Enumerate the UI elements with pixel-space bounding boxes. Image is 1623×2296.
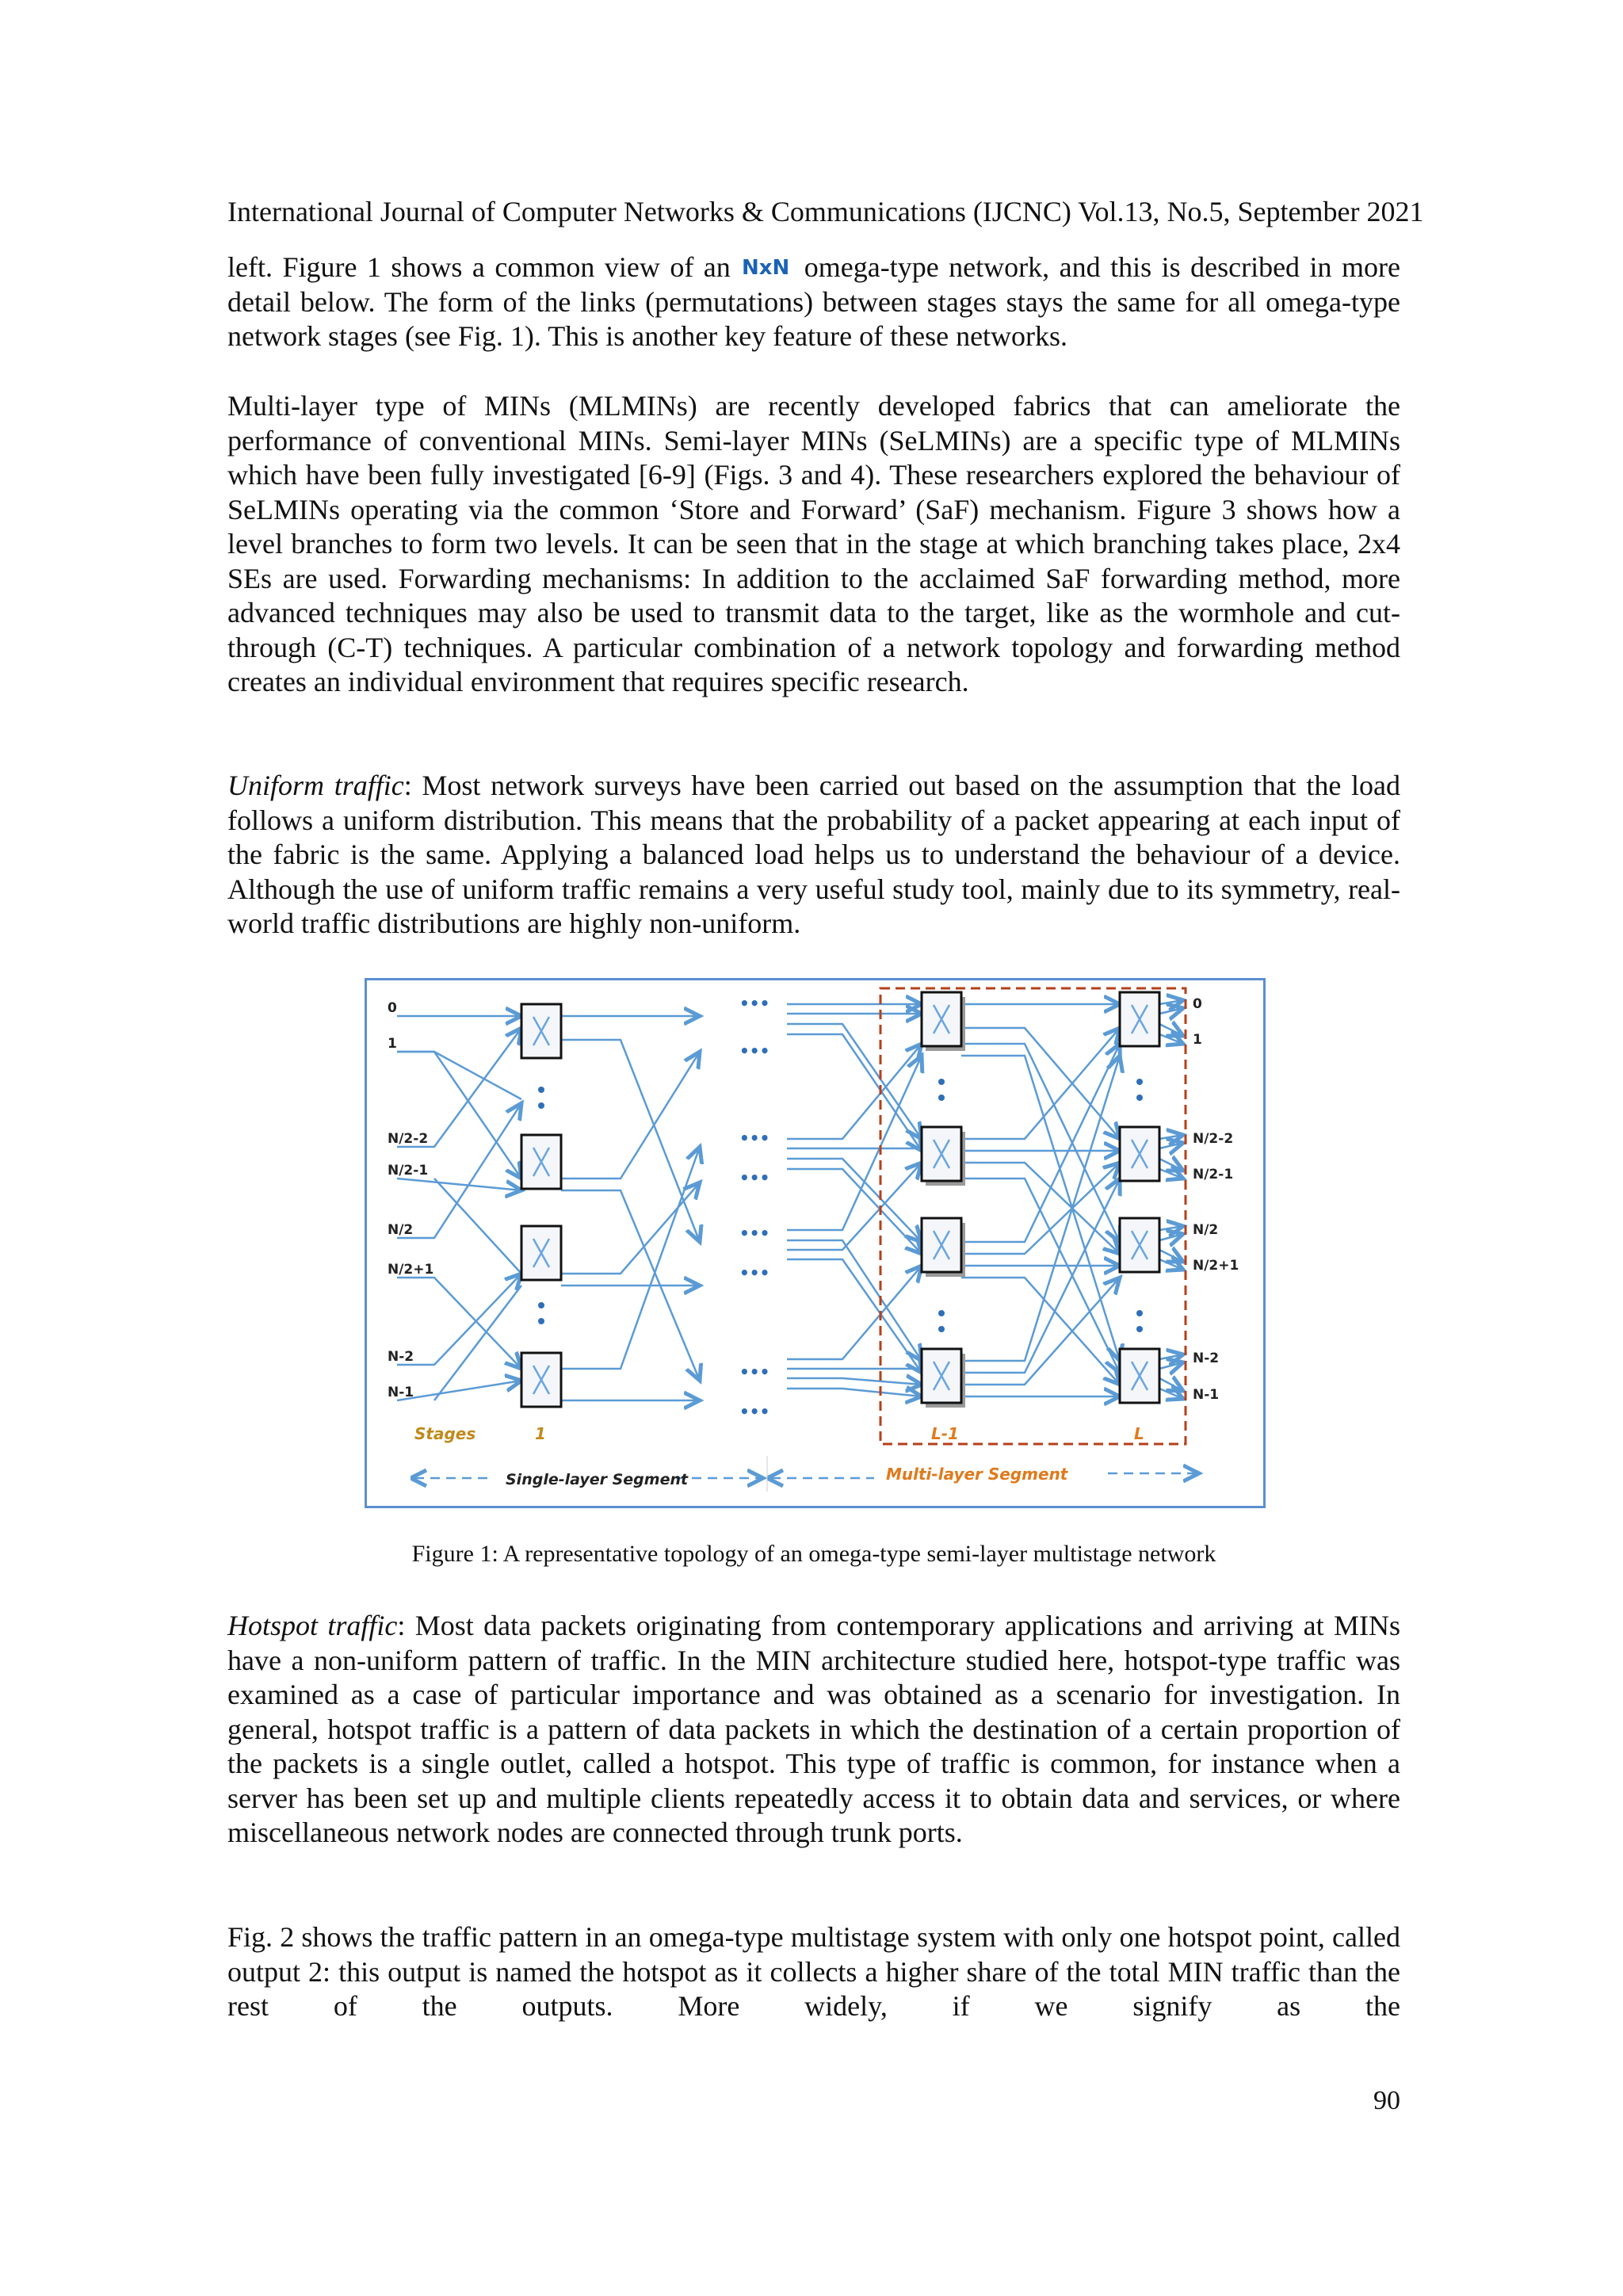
switching-element (922, 1218, 965, 1277)
ellipsis-marker: ••• (739, 1041, 770, 1060)
input-label: N/2-2 (388, 1131, 429, 1147)
journal-header: International Journal of Computer Networks & Communications (IJCNC) Vol.13, No.5, September 2021 (227, 196, 1424, 227)
multi-layer-segment-label: Multi-layer Segment (886, 1465, 1068, 1484)
multi-layer-links (787, 1000, 1183, 1399)
page-number: 90 (1373, 2086, 1400, 2115)
figure-1-diagram (367, 980, 1263, 1506)
ellipsis-marker: ••• (739, 994, 770, 1013)
stages-label: Stages (414, 1424, 476, 1443)
switching-element (1120, 1349, 1159, 1403)
output-label: 0 (1193, 996, 1202, 1012)
ellipsis-marker: ••• (739, 1129, 770, 1148)
output-label: N/2+1 (1193, 1258, 1239, 1274)
stage-1-label: 1 (535, 1424, 546, 1443)
hotspot-traffic-lead: Hotspot traffic (227, 1610, 398, 1641)
switching-element (1120, 1218, 1159, 1272)
input-label: N/2-1 (388, 1163, 429, 1179)
switching-element (922, 1349, 965, 1408)
uniform-traffic-lead: Uniform traffic (227, 770, 404, 801)
figure-1-frame (365, 978, 1266, 1508)
output-label: N/2-2 (1193, 1131, 1234, 1147)
output-label: 1 (1193, 1032, 1202, 1048)
ellipsis-marker: ••• (739, 1224, 770, 1243)
output-label: N-2 (1193, 1350, 1220, 1366)
output-label: N-1 (1193, 1387, 1220, 1403)
paragraph-uniform-traffic (227, 769, 1400, 942)
input-labels (388, 1000, 433, 1400)
ellipsis-marker: ••• (739, 1362, 770, 1381)
stage-l-minus-1-label: L-1 (931, 1424, 959, 1443)
input-label: N-2 (388, 1349, 414, 1365)
switching-element (521, 1135, 561, 1189)
input-label: 0 (388, 1000, 397, 1016)
vertical-dots (538, 1079, 1143, 1332)
switching-element (1120, 1127, 1159, 1181)
ellipsis-markers (739, 994, 769, 1421)
paragraph-hotspot-traffic (227, 1609, 1400, 1851)
figure-1-caption: Figure 1: A representative topology of an omega-type semi-layer multistage network (411, 1541, 1216, 1567)
nxn-symbol-image (740, 254, 794, 278)
input-label: 1 (388, 1036, 397, 1052)
paragraph-5: Fig. 2 shows the traffic pattern in an omega-type multistage system with only one hotspot point, called output 2: this output is named the hotspot as it collects a higher share of the total MIN traffic than the rest of the outputs. More widely, if we signify as the (227, 1921, 1400, 2022)
hotspot-traffic-body: : Most data packets originating from contemporary applications and arriving at MINs have a non-uniform pattern of traffic. In the MIN architecture studied here, hotspot-type traffic was examined as a case of particular importance and was obtained as a scenario for investigation. In general, hotspot traffic is a pattern of data packets in which the destination of a certain proportion of the packets is a single outlet, called a hotspot. This type of traffic is common, for instance when a server has been set up and multiple clients repeatedly access it to obtain data and services, or where miscellaneous network nodes are connected through trunk ports. (227, 1610, 1400, 1848)
switching-element (922, 1127, 965, 1186)
switching-element (521, 1226, 561, 1280)
uniform-traffic-body: : Most network surveys have been carried out based on the assumption that the load follows a uniform distribution. This means that the probability of a packet appearing at each input of the fabric is the same. Applying a balanced load helps us to understand the behaviour of a device. Although the use of uniform traffic remains a very useful study tool, mainly due to its symmetry, real-world traffic distributions are highly non-uniform. (227, 770, 1401, 939)
output-label: N/2 (1193, 1222, 1219, 1238)
input-label: N/2+1 (388, 1262, 434, 1278)
output-label: N/2-1 (1193, 1167, 1234, 1182)
switching-element (922, 992, 965, 1051)
single-layer-segment-label: Single-layer Segment (506, 1471, 689, 1488)
paragraph-2: Multi-layer type of MINs (MLMINs) are recently developed fabrics that can ameliorate the performance of conventional MINs. Semi-layer MINs (SeLMINs) are a specific type of MLMINs which have been fully investigated [6-9] (Figs. 3 and 4). These researchers explored the behaviour of SeLMINs operating via the common ‘Store and Forward’ (SaF) mechanism. Figure 3 shows how a level branches to form two levels. It can be seen that in the stage at which branching takes place, 2x4 SEs are used. Forwarding mechanisms: In addition to the acclaimed SaF forwarding method, more advanced techniques may also be used to transmit data to the target, like as the wormhole and cut-through (C-T) techniques. A particular combination of a network topology and forwarding method creates an individual environment that requires specific research. (227, 390, 1400, 697)
nxn-symbol-text: NxN (742, 256, 790, 278)
input-label: N-1 (388, 1385, 414, 1400)
switching-element (521, 1004, 561, 1058)
output-labels (1193, 996, 1239, 1403)
paragraph-1 (227, 250, 1400, 354)
ellipsis-marker: ••• (739, 1402, 770, 1421)
p1-text-after: omega-type network, and this is described in more detail below. The form of the links (permutations) between stages stays the same for all omega-type network stages (see Fig. 1). This is another key feature of these networks. (227, 251, 1400, 352)
stage-l-label: L (1134, 1424, 1144, 1443)
ellipsis-marker: ••• (739, 1263, 770, 1282)
switching-element (521, 1353, 561, 1407)
switching-element (1120, 992, 1159, 1046)
p1-text-before: left. Figure 1 shows a common view of an (227, 251, 741, 283)
ellipsis-marker: ••• (739, 1168, 770, 1187)
single-layer-links (397, 1016, 700, 1400)
input-label: N/2 (388, 1222, 414, 1238)
